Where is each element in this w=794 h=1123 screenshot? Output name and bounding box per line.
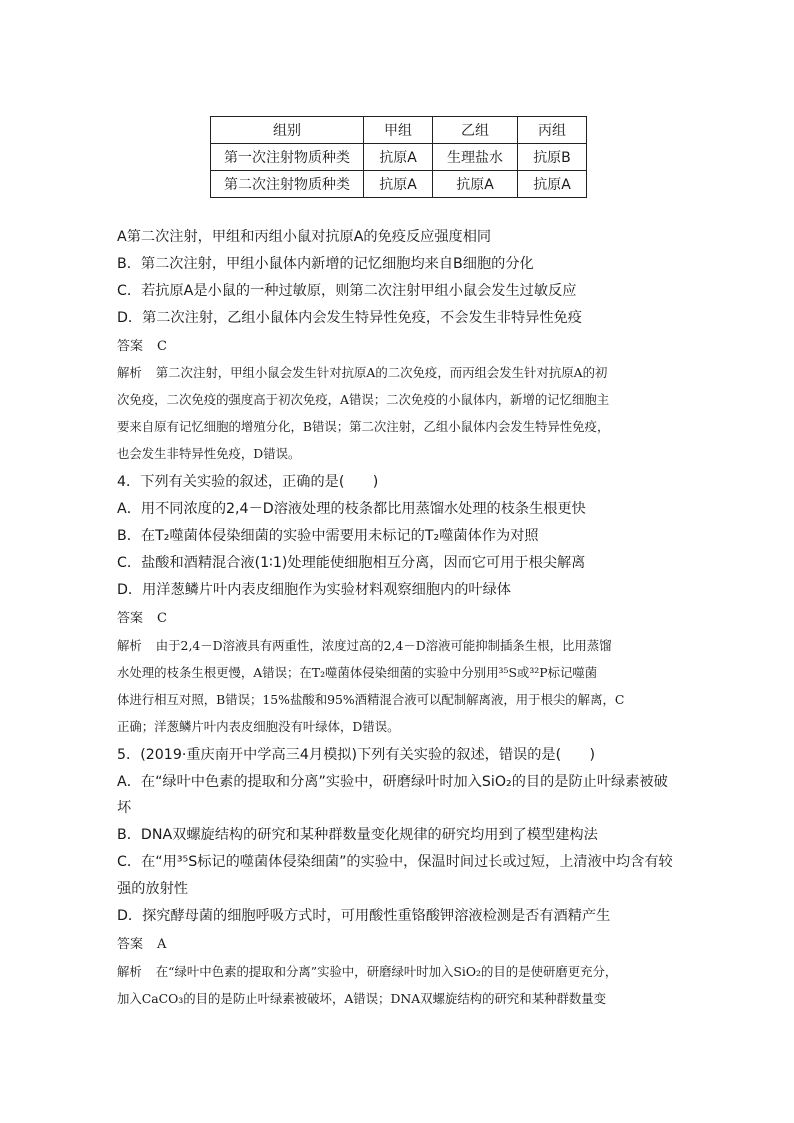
- q5-analysis-line: 加入CaCO₃的目的是防止叶绿素被破坏，A错误；DNA双螺旋结构的研究和某种群数量变: [117, 991, 607, 1006]
- table-cell: 抗原A: [364, 171, 433, 198]
- q4-analysis-line: 体进行相互对照，B错误；15%盐酸和95%酒精混合液可以配制解离液，用于根尖的解离，C: [117, 692, 625, 707]
- table-cell: 第一次注射物质种类: [211, 144, 364, 171]
- q4-analysis-line: 水处理的枝条生根更慢，A错误；在T₂噬菌体侵染细菌的实验中分别用³⁵S或³²P标记噬菌: [117, 665, 598, 680]
- q3-option-b: B．第二次注射，甲组小鼠体内新增的记忆细胞均来自B细胞的分化: [117, 256, 534, 272]
- answer-label: 答案: [117, 937, 144, 952]
- analysis-label: 解析: [117, 638, 142, 653]
- table-cell: 抗原A: [433, 171, 518, 198]
- q4-analysis-line: 正确；洋葱鳞片叶内表皮细胞没有叶绿体，D错误。: [117, 719, 400, 734]
- table-cell: 抗原B: [518, 144, 587, 171]
- analysis-text: 由于2,4－D溶液具有两重性，浓度过高的2,4－D溶液可能抑制插条生根，比用蒸馏: [155, 638, 612, 653]
- q3-analysis-line: 要来自原有记忆细胞的增殖分化，B错误；第二次注射，乙组小鼠体内会发生特异性免疫，: [117, 419, 610, 434]
- q4-stem: 4．下列有关实验的叙述，正确的是( ): [117, 474, 379, 490]
- q3-option-d: D．第二次注射，乙组小鼠体内会发生特异性免疫，不会发生非特异性免疫: [117, 310, 582, 326]
- q4-option-b: B．在T₂噬菌体侵染细菌的实验中需要用未标记的T₂噬菌体作为对照: [117, 528, 539, 544]
- analysis-label: 解析: [117, 964, 142, 979]
- q5-analysis-line: [117, 962, 617, 980]
- q3-analysis-line: 次免疫，二次免疫的强度高于初次免疫，A错误；二次免疫的小鼠体内，新增的记忆细胞主: [117, 392, 610, 407]
- q4-option-c: C．盐酸和酒精混合液(1∶1)处理能使细胞相互分离，因而它可用于根尖解离: [117, 555, 586, 571]
- table-row: [211, 144, 587, 171]
- table-cell: 丙组: [518, 117, 587, 144]
- q5-option-a-cont: 坏: [117, 800, 132, 816]
- q5-answer: [117, 933, 166, 952]
- q4-answer: [117, 607, 167, 626]
- q3-answer: [117, 335, 167, 354]
- q5-option-d: D．探究酵母菌的细胞呼吸方式时，可用酸性重铬酸钾溶液检测是否有酒精产生: [117, 908, 611, 924]
- table-cell: 组别: [211, 117, 364, 144]
- q3-option-c: C．若抗原A是小鼠的一种过敏原，则第二次注射甲组小鼠会发生过敏反应: [117, 283, 577, 299]
- q3-analysis-line: 也会发生非特异性免疫，D错误。: [117, 446, 301, 461]
- q3-option-a: A第二次注射，甲组和丙组小鼠对抗原A的免疫反应强度相同: [117, 229, 492, 245]
- analysis-label: 解析: [117, 365, 142, 380]
- answer-value: C: [157, 339, 167, 354]
- table-cell: 生理盐水: [433, 144, 518, 171]
- q5-option-c: C．在“用³⁵S标记的噬菌体侵染细菌”的实验中，保温时间过长或过短，上清液中均含有较: [117, 854, 673, 870]
- table-cell: 第二次注射物质种类: [211, 171, 364, 198]
- q3-analysis-line: [117, 363, 607, 381]
- answer-label: 答案: [117, 339, 144, 354]
- q4-option-a: A．用不同浓度的2,4－D溶液处理的枝条都比用蒸馏水处理的枝条生根更快: [117, 501, 586, 517]
- q5-stem: 5．(2019·重庆南开中学高三4月模拟)下列有关实验的叙述，错误的是( ): [117, 747, 596, 763]
- analysis-text: 在“绿叶中色素的提取和分离”实验中，研磨绿叶时加入SiO₂的目的是使研磨更充分，: [155, 964, 618, 979]
- answer-label: 答案: [117, 611, 144, 626]
- analysis-text: 第二次注射，甲组小鼠会发生针对抗原A的二次免疫，而丙组会发生针对抗原A的初: [155, 365, 608, 380]
- q4-option-d: D．用洋葱鳞片叶内表皮细胞作为实验材料观察细胞内的叶绿体: [117, 582, 511, 598]
- table-cell: 甲组: [364, 117, 433, 144]
- q5-option-b: B．DNA双螺旋结构的研究和某种群数量变化规律的研究均用到了模型建构法: [117, 827, 598, 843]
- q5-option-c-cont: 强的放射性: [117, 881, 188, 897]
- table-cell: 乙组: [433, 117, 518, 144]
- table-cell: 抗原A: [518, 171, 587, 198]
- q4-analysis-line: [117, 636, 612, 654]
- table-cell: 抗原A: [364, 144, 433, 171]
- table-header-row: [211, 117, 587, 144]
- answer-value: C: [157, 611, 167, 626]
- q5-option-a: A．在“绿叶中色素的提取和分离”实验中，研磨绿叶时加入SiO₂的目的是防止叶绿素被破: [117, 774, 668, 790]
- table-row: [211, 171, 587, 198]
- group-table: [210, 116, 587, 198]
- answer-value: A: [157, 937, 167, 952]
